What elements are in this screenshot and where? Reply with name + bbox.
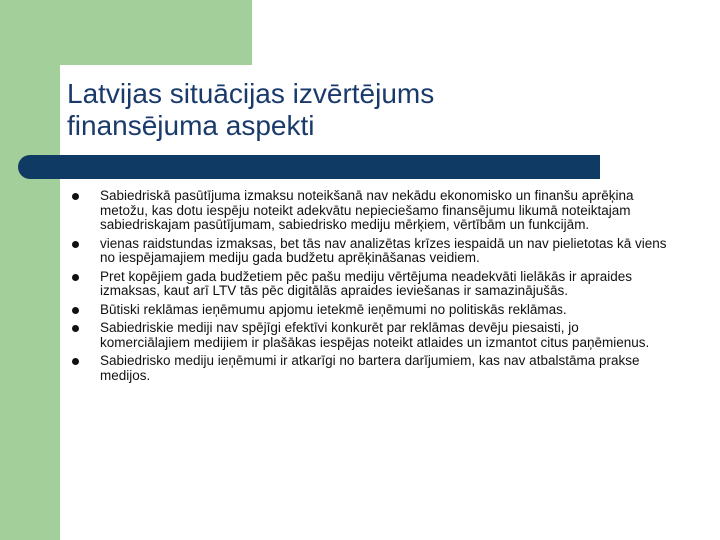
- bullet-item: [72, 237, 672, 266]
- bullet-text: Sabiedriskie mediji nav spējīgi efektīvi konkurēt par reklāmas devēju piesaisti, jo komerciālajiem medijiem ir plašākas iespējas noteikt atlaides un izmantot citus paņēmienus.: [100, 320, 650, 350]
- bullet-dot-icon: [72, 307, 79, 314]
- bullet-item: [72, 303, 672, 318]
- bullet-list: [72, 189, 672, 387]
- bullet-item: [72, 321, 672, 350]
- bullet-item: [72, 189, 672, 233]
- bullet-text: Sabiedrisko mediju ieņēmumi ir atkarīgi no bartera darījumiem, kas nav atbalstāma prakse medijos.: [100, 353, 640, 383]
- bullet-item: [72, 270, 672, 299]
- bullet-dot-icon: [72, 274, 79, 281]
- bullet-item: [72, 354, 672, 383]
- decor-green-left: [0, 0, 60, 540]
- title-underline-bar: [18, 155, 600, 179]
- slide-title-line2: finansējuma aspekti: [67, 110, 315, 141]
- slide-title-line1: Latvijas situācijas izvērtējums: [67, 78, 435, 109]
- bullet-dot-icon: [72, 241, 79, 248]
- bullet-text: Sabiedriskā pasūtījuma izmaksu noteikšanā nav nekādu ekonomisko un finanšu aprēķina metožu, kas dotu iespēju noteikt adekvātu nepieciešamo finansējumu likumā noteiktajam sabiedriskajam pasūtījumam, sabiedrisko mediju mērķiem, vērtībām un funkcijām.: [100, 188, 634, 232]
- bullet-dot-icon: [72, 325, 79, 332]
- bullet-text: vienas raidstundas izmaksas, bet tās nav analizētas krīzes iespaidā un nav pielietotas kā viens no iespējamajiem mediju gada budžetu aprēķināšanas veidiem.: [100, 235, 667, 265]
- bullet-dot-icon: [72, 193, 79, 200]
- bullet-text: Būtiski reklāmas ieņēmumu apjomu ietekmē ieņēmumi no politiskās reklāmas.: [100, 301, 567, 317]
- bullet-dot-icon: [72, 358, 79, 365]
- slide-title: [67, 78, 667, 142]
- bullet-text: Pret kopējiem gada budžetiem pēc pašu mediju vērtējuma neadekvāti lielākās ir apraides izmaksas, kaut arī LTV tās pēc digitālās apraides ieviešanas ir samazinājušās.: [100, 268, 633, 298]
